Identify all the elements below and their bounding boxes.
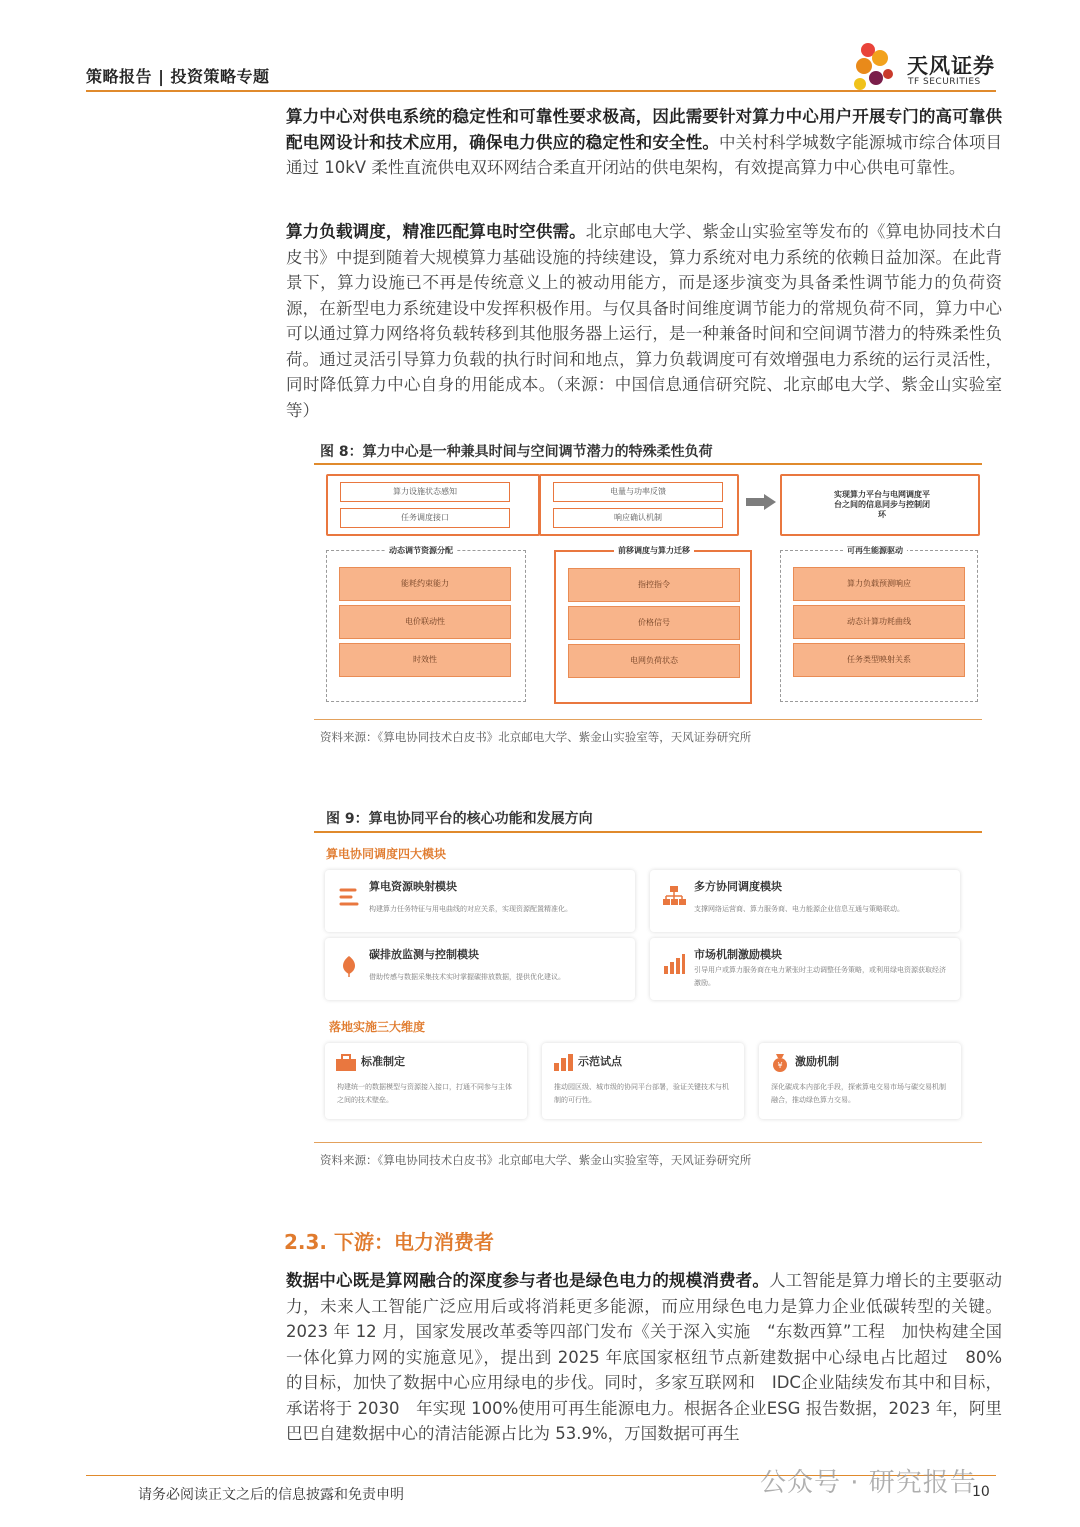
signal-item: 任务调度接口 bbox=[340, 508, 510, 528]
dimension-card bbox=[542, 1043, 744, 1119]
paragraph-1-body: 中关村科学城数字能源城市综合体项目通过 10kV 柔性直流供电双环网结合柔直开闭站的供电架构，有效提高算力中心供电可靠性。 bbox=[286, 132, 1003, 177]
module-desc: 引导用户或算力服务商在电力紧张时主动调整任务策略，或利用绿电资源获取经济激励。 bbox=[694, 966, 946, 987]
signal-item: 算力设施状态感知 bbox=[340, 482, 510, 502]
factor-box: 动态计算功耗曲线 bbox=[793, 605, 965, 639]
resource-mapping-icon bbox=[337, 886, 361, 908]
module-title: 算电资源映射模块 bbox=[369, 880, 457, 893]
factor-box: 算力负载预测响应 bbox=[793, 567, 965, 601]
toolbox-icon bbox=[335, 1053, 357, 1073]
factor-box: 电网负荷状态 bbox=[568, 644, 740, 678]
column-resource-allocation bbox=[326, 546, 526, 702]
paragraph-3-lead: 数据中心既是算网融合的深度参与者也是绿色电力的规模消费者。 bbox=[286, 1271, 769, 1290]
dimension-card bbox=[759, 1043, 961, 1119]
factor-box: 任务类型映射关系 bbox=[793, 643, 965, 677]
logo-text-cn: 天风证券 bbox=[907, 54, 995, 78]
paragraph-2-lead: 算力负载调度，精准匹配算电时空供需。 bbox=[286, 222, 586, 241]
factor-box: 时效性 bbox=[339, 643, 511, 677]
factor-box: 价格信号 bbox=[568, 606, 740, 640]
page-number: 10 bbox=[972, 1484, 990, 1500]
dimension-desc: 推动园区级、城市级的协同平台部署，验证关键技术与机制的可行性。 bbox=[554, 1083, 729, 1104]
signal-item: 电量与功率反馈 bbox=[553, 482, 723, 502]
module-title: 多方协同调度模块 bbox=[694, 880, 782, 893]
paragraph-2 bbox=[286, 219, 1002, 423]
dimension-desc: 深化碳成本内部化手段，探索算电交易市场与碳交易机制融合，推动绿色算力交易。 bbox=[771, 1083, 946, 1104]
dimension-title: 示范试点 bbox=[578, 1055, 622, 1068]
right-arrow-icon bbox=[746, 494, 776, 510]
module-card bbox=[325, 870, 635, 932]
paragraph-2-body: 北京邮电大学、紫金山实验室等发布的《算电协同技术白皮书》中提到随着大规模算力基础设施的持续建设，算力系统对电力系统的依赖日益加深。在此背景下，算力设施已不再是传统意义上的被动用能方，而是逐步演变为具备柔性调节能力的负荷资源，在新型电力系统建设中发挥积极作用。与仅具备时间维度调节能力的常规负荷不同，算力中心可以通过算力网络将负载转移到其他服务器上运行，是一种兼备时间和空间调节潜力的特殊柔性负荷。通过灵活引导算力负载的执行时间和地点，算力负载调度可有效增强电力系统的运行灵活性，同时降低算力中心自身的用能成本。（来源：中国信息通信研究院、北京邮电大学、紫金山实验室等） bbox=[286, 222, 1003, 420]
closed-loop-text: 实现算力平台与电网调度平台之间的信息同步与控制闭环 bbox=[834, 490, 930, 519]
signal-box-middle bbox=[539, 474, 739, 536]
paragraph-1 bbox=[286, 104, 1002, 181]
module-card bbox=[650, 938, 960, 1000]
paragraph-3-body: 人工智能是算力增长的主要驱动力，未来人工智能广泛应用后或将消耗更多能源，而应用绿色电力是算力企业低碳转型的关键。2023 年 12 月，国家发展改革委等四部门发布《关于深入实施 “东数西算”工程 加快构建全国一体化算力网的实施意见》，提出到 2025 年底国家枢纽节点新建数据中心绿电占比超过 80% 的目标，加快了数据中心应用绿电的步伐。同时，多家互联网和 IDC企业陆续发布其中和目标，承诺将于 2030 年实现 100%使用可再生能源电力。根据各企业ESG 报告数据，2023 年，阿里巴巴自建数据中心的清洁能源占比为 53.9%，万国数据可再生 bbox=[286, 1271, 1019, 1443]
footer-disclaimer: 请务必阅读正文之后的信息披露和免责申明 bbox=[138, 1487, 404, 1503]
dimension-title: 激励机制 bbox=[795, 1055, 839, 1068]
figure-9-top-rule bbox=[314, 831, 982, 833]
figure-9-source: 资料来源：《算电协同技术白皮书》北京邮电大学、紫金山实验室等，天风证券研究所 bbox=[320, 1153, 752, 1167]
module-title: 市场机制激励模块 bbox=[694, 948, 782, 961]
svg-text:¥: ¥ bbox=[777, 1061, 783, 1070]
signal-box-left bbox=[326, 474, 540, 536]
money-bag-icon bbox=[769, 1051, 791, 1073]
module-desc: 支撑网络运营商、算力服务商、电力能源企业信息互通与策略联动。 bbox=[694, 905, 904, 913]
figure-9-bottom-rule bbox=[314, 1142, 982, 1143]
report-type: 策略报告 | 投资策略专题 bbox=[86, 67, 270, 86]
pilot-icon bbox=[552, 1053, 574, 1073]
flower-logo-icon bbox=[850, 40, 910, 94]
column-renewable-driven bbox=[780, 546, 978, 702]
leaf-icon bbox=[339, 954, 359, 978]
figure-8-top-rule bbox=[314, 463, 982, 465]
column-label: 可再生能源驱动 bbox=[843, 545, 907, 556]
dimension-card bbox=[325, 1043, 527, 1119]
figure-8-diagram bbox=[314, 468, 982, 716]
network-icon bbox=[662, 884, 686, 908]
paragraph-1-lead: 算力中心对供电系统的稳定性和可靠性要求极高，因此需要针对算力中心用户开展专门的高可靠供配电网设计和技术应用，确保电力供应的稳定性和安全性。 bbox=[286, 107, 1002, 152]
module-card bbox=[650, 870, 960, 932]
logo-text-en: TF SECURITIES bbox=[908, 77, 981, 87]
module-card bbox=[325, 938, 635, 1000]
bar-chart-icon bbox=[662, 952, 686, 976]
column-label: 前移调度与算力迁移 bbox=[614, 545, 694, 556]
column-label: 动态调节资源分配 bbox=[385, 545, 457, 556]
paragraph-3 bbox=[286, 1268, 1019, 1447]
module-desc: 借助传感与数据采集技术实时掌握碳排放数据，提供优化建议。 bbox=[369, 973, 565, 981]
figure-8-source: 资料来源：《算电协同技术白皮书》北京邮电大学、紫金山实验室等，天风证券研究所 bbox=[320, 730, 752, 744]
column-load-migration bbox=[554, 546, 752, 704]
dimension-title: 标准制定 bbox=[361, 1055, 405, 1068]
section-heading: 2.3. 下游：电力消费者 bbox=[284, 1230, 494, 1254]
factor-box: 能耗约束能力 bbox=[339, 567, 511, 601]
closed-loop-box bbox=[780, 474, 980, 536]
figure-8-bottom-rule bbox=[314, 719, 982, 720]
signal-item: 响应确认机制 bbox=[553, 508, 723, 528]
section-four-modules: 算电协同调度四大模块 bbox=[326, 847, 447, 861]
watermark: 公众号 · 研究报告 bbox=[760, 1468, 977, 1498]
factor-box: 指控指令 bbox=[568, 568, 740, 602]
section-three-dimensions: 落地实施三大维度 bbox=[329, 1020, 426, 1034]
dimension-desc: 构建统一的数据模型与资源接入接口，打通不同参与主体之间的技术壁垒。 bbox=[337, 1083, 512, 1104]
factor-box: 电价联动性 bbox=[339, 605, 511, 639]
figure-9-title: 图 9：算电协同平台的核心功能和发展方向 bbox=[326, 811, 593, 827]
figure-8-title: 图 8：算力中心是一种兼具时间与空间调节潜力的特殊柔性负荷 bbox=[320, 444, 713, 460]
module-title: 碳排放监测与控制模块 bbox=[369, 948, 479, 961]
module-desc: 构建算力任务特征与用电曲线的对应关系，实现资源配置精准化。 bbox=[369, 905, 572, 913]
